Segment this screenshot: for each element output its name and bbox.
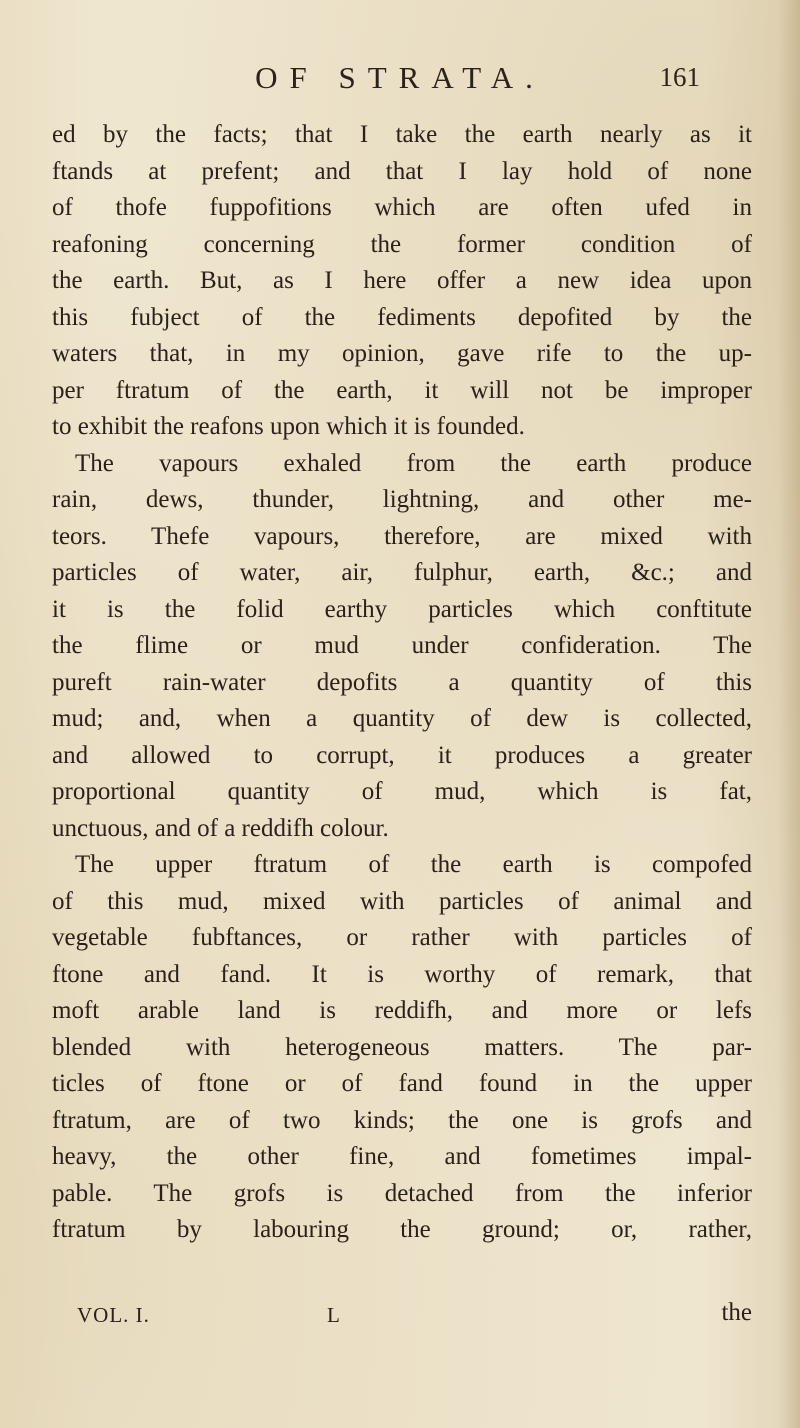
text-line: and allowed to corrupt, it produces a greater bbox=[52, 741, 752, 769]
text-line: of thofe fuppofitions which are often ufed in bbox=[52, 194, 752, 221]
text-line: vegetable fubftances, or rather with particles of bbox=[52, 924, 752, 951]
text-line: heavy, the other fine, and fometimes impal- bbox=[52, 1143, 752, 1170]
page-edge-shadow bbox=[778, 0, 800, 1428]
text-line: proportional quantity of mud, which is fat, bbox=[52, 778, 752, 805]
text-line: reafoning concerning the former condition of bbox=[52, 230, 752, 258]
body-text bbox=[52, 117, 752, 1249]
page-number: 161 bbox=[659, 62, 700, 92]
catchword: the bbox=[721, 1299, 752, 1326]
signature-mark: L bbox=[327, 1303, 341, 1327]
paragraph-start-line: The vapours exhaled from the earth produce bbox=[75, 449, 752, 477]
text-line: pureft rain-water depofits a quantity of this bbox=[52, 668, 752, 696]
text-line: rain, dews, thunder, lightning, and other me- bbox=[52, 486, 752, 513]
text-line: unctuous, and of a reddifh colour. bbox=[52, 814, 389, 842]
text-line: this fubject of the fediments depofited by the bbox=[52, 303, 752, 331]
text-line: ftratum by labouring the ground; or, rather, bbox=[52, 1216, 752, 1243]
text-line: ticles of ftone or of fand found in the upper bbox=[52, 1070, 752, 1097]
running-title: OF STRATA. bbox=[255, 60, 545, 95]
text-line: waters that, in my opinion, gave rife to the up- bbox=[52, 340, 752, 367]
page-footer bbox=[52, 1301, 752, 1335]
text-line: particles of water, air, fulphur, earth, &c.; and bbox=[52, 559, 752, 586]
text-line: ed by the facts; that I take the earth nearly as it bbox=[52, 121, 752, 148]
text-line: teors. Thefe vapours, therefore, are mixed with bbox=[52, 522, 752, 550]
text-line: ftone and fand. It is worthy of remark, that bbox=[52, 960, 752, 988]
text-line: moft arable land is reddifh, and more or lefs bbox=[52, 997, 752, 1024]
volume-label: VOL. I. bbox=[77, 1303, 150, 1327]
text-line: ftratum, are of two kinds; the one is grofs and bbox=[52, 1106, 752, 1134]
paragraph-start-line: The upper ftratum of the earth is compofed bbox=[75, 851, 752, 878]
text-line: mud; and, when a quantity of dew is collected, bbox=[52, 705, 752, 732]
text-line: ftands at prefent; and that I lay hold of none bbox=[52, 157, 752, 185]
text-line: pable. The grofs is detached from the inferior bbox=[52, 1179, 752, 1207]
text-line: the earth. But, as I here offer a new idea upon bbox=[52, 267, 752, 294]
text-line: per ftratum of the earth, it will not be improper bbox=[52, 376, 752, 404]
text-line: the flime or mud under confideration. The bbox=[52, 632, 752, 659]
running-head bbox=[120, 60, 700, 100]
text-line: it is the folid earthy particles which conftitute bbox=[52, 595, 752, 623]
text-line: to exhibit the reafons upon which it is founded. bbox=[52, 413, 525, 440]
text-line: of this mud, mixed with particles of animal and bbox=[52, 887, 752, 915]
text-line: blended with heterogeneous matters. The par- bbox=[52, 1033, 752, 1061]
